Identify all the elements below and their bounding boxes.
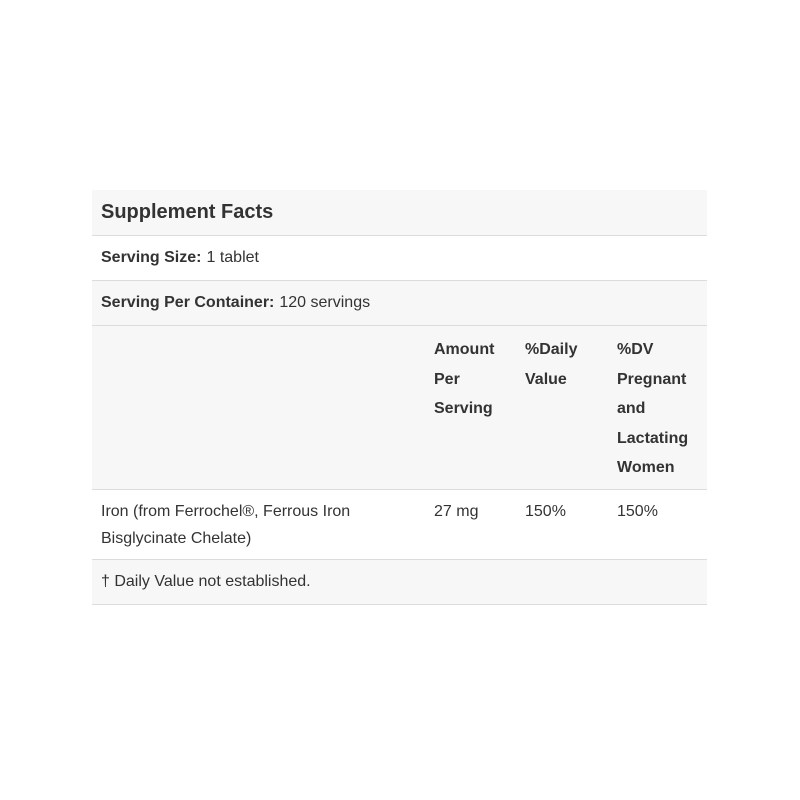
title-row: [92, 190, 707, 236]
nutrient-name: Iron (from Ferrochel®, Ferrous Iron Bisglycinate Chelate): [101, 502, 351, 547]
servings-per-container-label: Serving Per Container:: [101, 294, 275, 311]
servings-per-container-row: [92, 281, 707, 326]
column-header-dv-pregnant: %DV Pregnant and Lactating Women: [617, 341, 689, 476]
supplement-facts-table: [92, 190, 707, 605]
column-header-amount: Amount Per Serving: [434, 341, 495, 417]
column-header-row: [92, 326, 707, 490]
nutrient-daily-value: 150%: [525, 502, 566, 520]
serving-size-row: [92, 236, 707, 281]
nutrient-amount: 27 mg: [434, 502, 479, 520]
servings-per-container-value: 120 servings: [279, 294, 371, 311]
supplement-facts-title: Supplement Facts: [101, 201, 274, 223]
column-header-name: [92, 335, 425, 483]
serving-size-value: 1 tablet: [206, 249, 259, 266]
column-header-daily-value: %Daily Value: [525, 341, 578, 388]
serving-size-label: Serving Size:: [101, 249, 202, 266]
nutrient-dv-pregnant: 150%: [617, 502, 658, 520]
table-row: [92, 490, 707, 560]
footnote-text: † Daily Value not established.: [101, 572, 311, 590]
footnote-row: [92, 560, 707, 605]
